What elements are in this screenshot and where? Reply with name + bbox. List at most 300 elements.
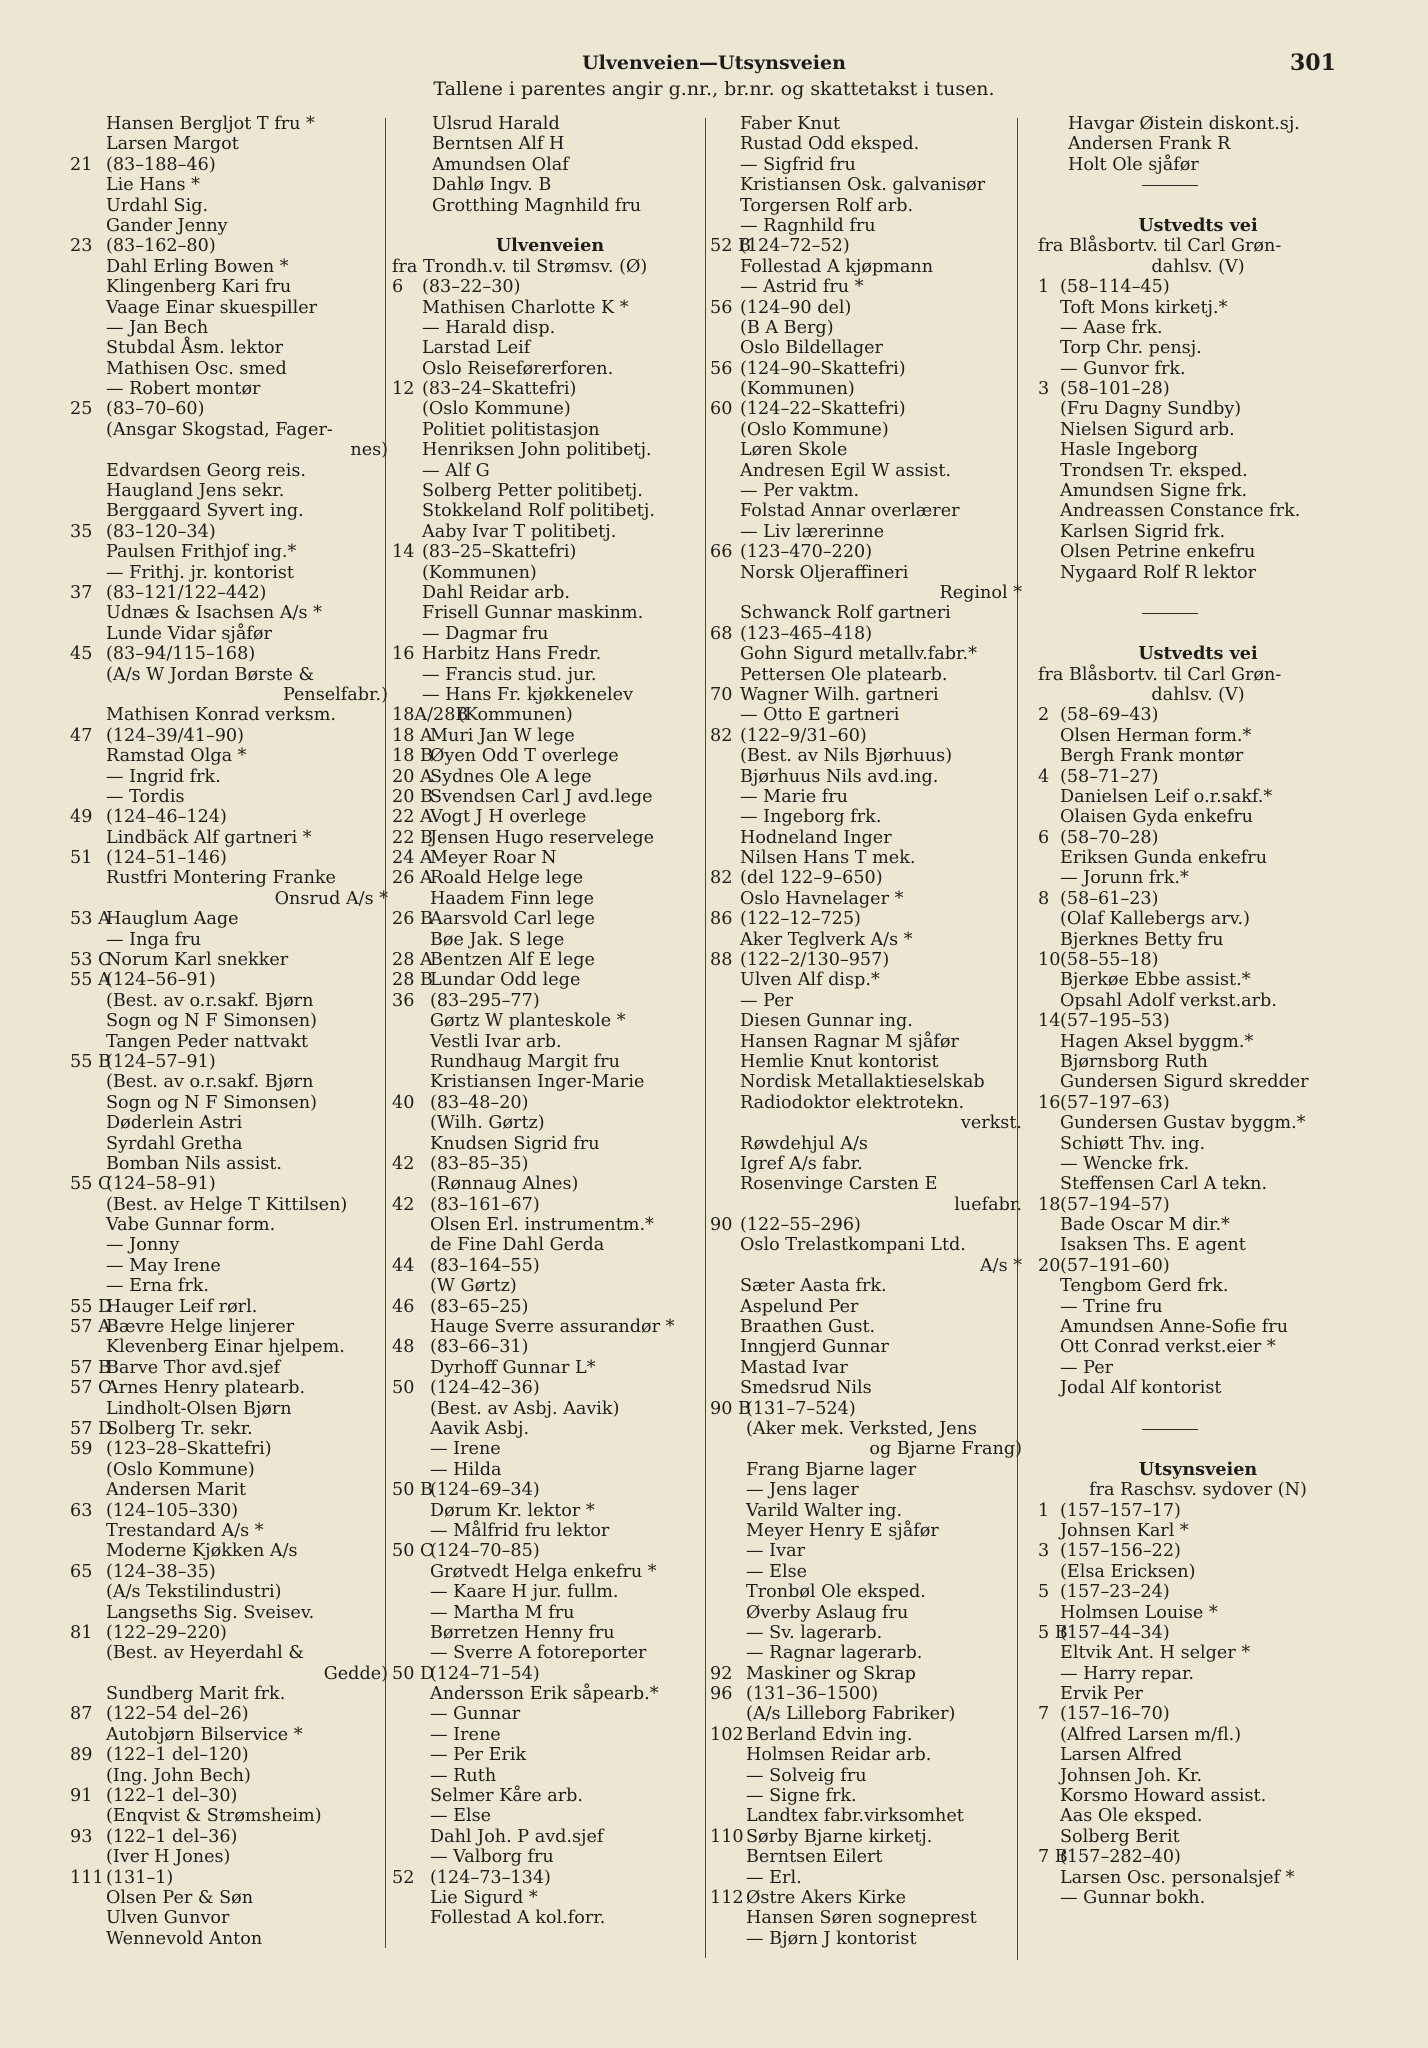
directory-line xyxy=(1038,542,1358,562)
directory-line xyxy=(392,1704,708,1724)
directory-line xyxy=(710,1603,1022,1623)
directory-line xyxy=(392,277,708,297)
house-number: 56 xyxy=(710,358,733,379)
house-number: 3 xyxy=(1038,379,1050,400)
resident-entry: — Marie fru xyxy=(740,786,848,807)
resident-entry: Meyer Henry E sjåfør xyxy=(746,1520,939,1541)
resident-entry: — Per vaktm. xyxy=(740,481,860,502)
directory-line xyxy=(70,481,388,501)
house-number: 5 B xyxy=(1038,1622,1068,1643)
directory-line xyxy=(1038,1317,1358,1337)
directory-line xyxy=(392,828,708,848)
resident-entry: Mastad Ivar xyxy=(740,1357,848,1378)
resident-entry: Syrdahl Gretha xyxy=(106,1133,243,1154)
resident-entry: Vaage Einar skuespiller xyxy=(106,297,318,318)
directory-line xyxy=(392,868,708,888)
directory-line xyxy=(70,1623,388,1643)
resident-entry: Haugland Jens sekr. xyxy=(106,481,285,502)
directory-line xyxy=(710,1704,1022,1724)
directory-line xyxy=(1038,991,1358,1011)
directory-line xyxy=(70,1704,388,1724)
resident-entry: Roald Helge lege xyxy=(430,868,584,889)
resident-entry: (122–29–220) xyxy=(106,1622,227,1643)
directory-line xyxy=(392,726,708,746)
resident-entry: — Hans Fr. kjøkkenelev xyxy=(422,684,634,705)
resident-entry: Nilsen Hans T mek. xyxy=(740,848,916,869)
resident-entry: Paulsen Frithjof ing.* xyxy=(106,542,297,563)
resident-entry: Stubdal Åsm. lektor xyxy=(106,338,284,359)
directory-line xyxy=(392,522,708,542)
directory-line xyxy=(710,1868,1022,1888)
resident-entry: (83–164–55) xyxy=(430,1255,540,1276)
directory-line xyxy=(392,1378,708,1398)
resident-entry: (57–191–60) xyxy=(1060,1255,1170,1276)
house-number: 55 C xyxy=(70,1174,112,1195)
resident-entry: Hansen Ragnar M sjåfør xyxy=(740,1031,959,1052)
directory-line xyxy=(392,787,708,807)
directory-line xyxy=(70,399,388,419)
directory-line xyxy=(710,1541,1022,1561)
directory-line xyxy=(710,1052,1022,1072)
resident-entry: Knudsen Sigrid fru xyxy=(430,1133,600,1154)
resident-entry: Vestli Ivar arb. xyxy=(430,1031,562,1052)
resident-entry: — Alf G xyxy=(422,460,490,481)
resident-entry: — Jorunn frk.* xyxy=(1060,868,1189,889)
resident-entry: Larstad Leif xyxy=(422,338,531,359)
directory-line xyxy=(710,257,1022,277)
resident-entry: (Alfred Larsen m/fl.) xyxy=(1060,1724,1242,1745)
resident-entry: verkst. xyxy=(960,1113,1022,1134)
directory-line xyxy=(392,1358,708,1378)
directory-line xyxy=(392,399,708,419)
house-number: 52 B xyxy=(710,236,751,257)
directory-line xyxy=(710,1827,1022,1847)
resident-entry: Ulsrud Harald xyxy=(432,114,560,134)
resident-entry: (83–161–67) xyxy=(430,1194,540,1215)
directory-line xyxy=(1038,1562,1358,1582)
house-number: 89 xyxy=(70,1745,93,1766)
directory-line xyxy=(392,359,708,379)
resident-entry: Nygaard Rolf R lektor xyxy=(1060,562,1257,583)
resident-entry: (A/s Tekstilindustri) xyxy=(106,1582,282,1603)
house-number: 26 B xyxy=(392,909,433,930)
resident-entry: Bjerkøe Ebbe assist.* xyxy=(1060,970,1251,991)
resident-entry: (122–2/130–957) xyxy=(740,950,890,971)
resident-entry: — Signe frk. xyxy=(746,1786,857,1807)
house-number: 20 A xyxy=(392,766,433,787)
house-number: 50 xyxy=(392,1378,415,1399)
directory-line xyxy=(1038,338,1358,358)
directory-line xyxy=(710,1154,1022,1174)
directory-line xyxy=(392,603,708,623)
resident-entry: Langseths Sig. Sveisev. xyxy=(106,1602,315,1623)
directory-line xyxy=(1038,665,1358,685)
resident-entry: Røwdehjul A/s xyxy=(740,1133,868,1154)
resident-entry: (124–71–54) xyxy=(430,1663,540,1684)
resident-entry: Tronbøl Ole eksped. xyxy=(746,1582,926,1603)
resident-entry: Dahl Joh. P avd.sjef xyxy=(430,1826,604,1847)
resident-entry: (157–157–17) xyxy=(1060,1500,1181,1521)
directory-line xyxy=(70,1011,388,1031)
directory-line xyxy=(1038,767,1358,787)
resident-entry: — Trine fru xyxy=(1060,1296,1163,1317)
resident-entry: (122–12–725) xyxy=(740,909,861,930)
directory-line xyxy=(710,909,1022,929)
resident-entry: Amundsen Olaf xyxy=(432,154,569,175)
directory-line xyxy=(392,705,708,725)
resident-entry: (157–23–24) xyxy=(1060,1582,1170,1603)
directory-line xyxy=(392,1562,708,1582)
resident-entry: Bade Oscar M dir.* xyxy=(1060,1215,1230,1236)
directory-line xyxy=(70,1786,388,1806)
resident-entry: Stokkeland Rolf politibetj. xyxy=(422,501,655,522)
directory-line xyxy=(1038,807,1358,827)
resident-entry: Sæter Aasta frk. xyxy=(740,1276,887,1297)
directory-line xyxy=(1038,298,1358,318)
directory-line xyxy=(1038,1684,1358,1704)
resident-entry: Faber Knut xyxy=(740,114,841,134)
resident-entry: (124–42–36) xyxy=(430,1378,540,1399)
directory-line xyxy=(710,399,1022,419)
resident-entry: — Bjørn J kontorist xyxy=(746,1928,917,1949)
house-number: 111 xyxy=(70,1867,104,1888)
house-number: 55 D xyxy=(70,1296,113,1317)
resident-entry: Wennevold Anton xyxy=(106,1928,263,1949)
house-number: 1 xyxy=(1038,1500,1050,1521)
resident-entry: Amundsen Signe frk. xyxy=(1060,481,1248,502)
resident-entry: Harbitz Hans Fredr. xyxy=(422,644,602,665)
directory-line xyxy=(1038,1888,1358,1908)
directory-line xyxy=(392,114,708,134)
directory-line xyxy=(70,848,388,868)
resident-entry: — Dagmar fru xyxy=(422,623,549,644)
directory-line xyxy=(1038,1745,1358,1765)
directory-line xyxy=(70,1460,388,1480)
directory-line xyxy=(392,1664,708,1684)
resident-entry: Trondsen Tr. eksped. xyxy=(1060,460,1248,481)
directory-line xyxy=(392,563,708,583)
resident-entry: Hansen Søren sogneprest xyxy=(746,1908,977,1929)
directory-line xyxy=(70,1399,388,1419)
resident-entry: (124–58–91) xyxy=(106,1174,216,1195)
directory-line xyxy=(710,1664,1022,1684)
house-number: 65 xyxy=(70,1561,93,1582)
directory-line xyxy=(1038,746,1358,766)
resident-entry: (157–44–34) xyxy=(1060,1622,1170,1643)
resident-entry: (58–69–43) xyxy=(1060,705,1159,726)
street-range-text: dahlsv. (V) xyxy=(1151,256,1245,277)
directory-line xyxy=(710,236,1022,256)
directory-line xyxy=(1038,1113,1358,1133)
directory-line xyxy=(70,1664,388,1684)
directory-line xyxy=(392,1541,708,1561)
resident-entry: Edvardsen Georg reis. xyxy=(106,460,306,481)
house-number: 10 xyxy=(1038,950,1061,971)
resident-entry: Døderlein Astri xyxy=(106,1113,243,1134)
directory-line xyxy=(1038,522,1358,542)
directory-line xyxy=(710,665,1022,685)
resident-entry: Børretzen Henny fru xyxy=(430,1622,615,1643)
directory-line xyxy=(70,1684,388,1704)
directory-line xyxy=(392,318,708,338)
resident-entry: (122–1 del–36) xyxy=(106,1826,238,1847)
directory-line xyxy=(392,1725,708,1745)
house-number: 56 xyxy=(710,297,733,318)
directory-line xyxy=(1038,1276,1358,1296)
directory-line xyxy=(70,868,388,888)
directory-line xyxy=(392,1032,708,1052)
house-number: 40 xyxy=(392,1092,415,1113)
house-number: 50 B xyxy=(392,1480,433,1501)
directory-line xyxy=(710,1501,1022,1521)
resident-entry: — Ruth xyxy=(430,1765,497,1786)
resident-entry: (B A Berg) xyxy=(740,317,834,338)
resident-entry: Larsen Osc. personalsjef * xyxy=(1060,1867,1295,1888)
resident-entry: Hemlie Knut kontorist xyxy=(740,1051,939,1072)
directory-line xyxy=(70,665,388,685)
house-number: 49 xyxy=(70,807,93,828)
house-number: 57 A xyxy=(70,1317,111,1338)
resident-entry: Mathisen Charlotte K * xyxy=(422,297,629,318)
house-number: 90 B xyxy=(710,1398,751,1419)
directory-line xyxy=(710,359,1022,379)
directory-line xyxy=(710,1256,1022,1276)
resident-entry: Isaksen Ths. E agent xyxy=(1060,1235,1246,1256)
resident-entry: (122–55–296) xyxy=(740,1215,861,1236)
directory-line xyxy=(710,1317,1022,1337)
directory-line xyxy=(392,1806,708,1826)
directory-line xyxy=(1038,1093,1358,1113)
house-number: 6 xyxy=(1038,827,1050,848)
directory-line xyxy=(392,1684,708,1704)
directory-line xyxy=(392,1297,708,1317)
directory-line xyxy=(1038,359,1358,379)
directory-line xyxy=(710,1093,1022,1113)
resident-entry: Aaby Ivar T politibetj. xyxy=(422,521,617,542)
resident-entry: (83–22–30) xyxy=(422,277,521,298)
resident-entry: Olsen Herman form.* xyxy=(1060,725,1252,746)
house-number: 63 xyxy=(70,1500,93,1521)
directory-line xyxy=(392,1419,708,1439)
resident-entry: Karlsen Sigrid frk. xyxy=(1060,521,1226,542)
resident-entry: Larsen Margot xyxy=(106,134,239,155)
directory-line xyxy=(392,1337,708,1357)
house-number: 92 xyxy=(710,1663,733,1684)
house-number: 45 xyxy=(70,644,93,665)
resident-entry: (157–16–70) xyxy=(1060,1704,1170,1725)
resident-entry: Andersson Erik såpearb.* xyxy=(430,1684,659,1705)
directory-line xyxy=(392,1521,708,1541)
street-heading xyxy=(1038,1460,1358,1480)
house-number: 4 xyxy=(1038,766,1050,787)
resident-entry: (83–66–31) xyxy=(430,1337,529,1358)
resident-entry: Lindbäck Alf gartneri * xyxy=(106,827,312,848)
resident-entry: (Aker mek. Verksted, Jens xyxy=(746,1419,977,1439)
directory-line xyxy=(70,440,388,460)
directory-line xyxy=(710,501,1022,521)
resident-entry: — Gunvor frk. xyxy=(1060,358,1186,379)
resident-entry: Gander Jenny xyxy=(106,215,228,236)
resident-entry: — Jens lager xyxy=(746,1480,859,1501)
directory-line xyxy=(710,379,1022,399)
directory-line xyxy=(1038,1154,1358,1174)
resident-entry: Holmsen Reidar arb. xyxy=(746,1745,932,1766)
resident-entry: — Ingrid frk. xyxy=(106,766,221,787)
resident-entry: (157–282–40) xyxy=(1060,1847,1181,1868)
resident-entry: Eriksen Gunda enkefru xyxy=(1060,848,1268,869)
street-heading xyxy=(1038,216,1358,236)
directory-line xyxy=(70,155,388,175)
resident-entry: Bentzen Alf E lege xyxy=(430,950,595,971)
directory-line xyxy=(392,175,708,195)
directory-line xyxy=(710,1908,1022,1928)
directory-line xyxy=(392,1072,708,1092)
resident-entry: (Best. av o.r.sakf. Bjørn xyxy=(106,1072,314,1093)
directory-line xyxy=(1038,1134,1358,1154)
directory-line xyxy=(710,277,1022,297)
directory-line xyxy=(710,1643,1022,1663)
house-number: 59 xyxy=(70,1439,93,1460)
resident-entry: Solberg Berit xyxy=(1060,1826,1180,1847)
directory-line xyxy=(392,298,708,318)
spacer xyxy=(1038,196,1358,216)
house-number: 55 B xyxy=(70,1051,111,1072)
resident-entry: Radiodoktor elektrotekn. xyxy=(740,1092,965,1113)
house-number: 53 C xyxy=(70,950,112,971)
resident-entry: Steffensen Carl A tekn. xyxy=(1060,1174,1268,1195)
house-number: 102 xyxy=(710,1724,744,1745)
directory-line xyxy=(710,1195,1022,1215)
resident-entry: Oslo Trelastkompani Ltd. xyxy=(740,1235,966,1256)
directory-line xyxy=(392,1888,708,1908)
resident-entry: Inngjerd Gunnar xyxy=(740,1337,889,1358)
resident-entry: Gedde) xyxy=(323,1663,388,1684)
resident-entry: Danielsen Leif o.r.sakf.* xyxy=(1060,786,1273,807)
directory-line xyxy=(710,1460,1022,1480)
resident-entry: — Gunnar xyxy=(430,1704,521,1725)
resident-entry: Oslo Bildellager xyxy=(740,338,883,359)
directory-line xyxy=(710,950,1022,970)
resident-entry: — Valborg fru xyxy=(430,1847,554,1868)
resident-entry: Udnæs & Isachsen A/s * xyxy=(106,603,322,624)
directory-line xyxy=(70,277,388,297)
directory-line xyxy=(1038,705,1358,725)
directory-line xyxy=(710,216,1022,236)
directory-line xyxy=(1038,1052,1358,1072)
resident-entry: — Else xyxy=(430,1806,492,1827)
directory-line xyxy=(1038,1072,1358,1092)
directory-line xyxy=(1038,1337,1358,1357)
house-number: 18A/28B xyxy=(392,705,469,726)
resident-entry: Dahl Reidar arb. xyxy=(422,582,570,603)
directory-line xyxy=(392,1745,708,1765)
directory-line xyxy=(392,155,708,175)
directory-line xyxy=(70,1113,388,1133)
resident-entry: (124–57–91) xyxy=(106,1051,216,1072)
house-number: 24 A xyxy=(392,848,433,869)
resident-entry: Moderne Kjøkken A/s xyxy=(106,1541,298,1562)
directory-line xyxy=(1038,889,1358,909)
resident-entry: Diesen Gunnar ing. xyxy=(740,1011,913,1032)
resident-entry: — Ivar xyxy=(746,1541,805,1562)
resident-entry: (124–46–124) xyxy=(106,807,227,828)
resident-entry: og Bjarne Frang) xyxy=(869,1439,1022,1460)
resident-entry: Schwanck Rolf gartneri xyxy=(740,603,951,624)
directory-line xyxy=(1038,1521,1358,1541)
resident-entry: (Best. av Nils Bjørhuus) xyxy=(740,746,953,767)
directory-line xyxy=(392,665,708,685)
house-number: 87 xyxy=(70,1704,93,1725)
directory-line xyxy=(710,1786,1022,1806)
resident-entry: Øverby Aslaug fru xyxy=(746,1602,909,1623)
resident-entry: (83–65–25) xyxy=(430,1296,529,1317)
directory-line xyxy=(1038,1358,1358,1378)
resident-entry: — Ingeborg frk. xyxy=(740,807,882,828)
directory-line xyxy=(392,644,708,664)
house-number: 5 xyxy=(1038,1582,1050,1603)
resident-entry: Olsen Petrine enkefru xyxy=(1060,542,1256,563)
resident-entry: Barve Thor avd.sjef xyxy=(106,1357,281,1378)
resident-entry: (W Gørtz) xyxy=(430,1276,517,1297)
resident-entry: Andresen Egil W assist. xyxy=(740,460,951,481)
directory-line xyxy=(1038,1195,1358,1215)
directory-line xyxy=(392,909,708,929)
directory-line xyxy=(392,950,708,970)
directory-line xyxy=(710,746,1022,766)
resident-entry: Mathisen Konrad verksm. xyxy=(106,705,336,726)
directory-line xyxy=(70,1439,388,1459)
directory-column-1 xyxy=(70,114,388,1949)
house-number: 14 xyxy=(1038,1011,1061,1032)
resident-entry: Rustfri Montering Franke xyxy=(106,868,336,889)
spacer xyxy=(1038,1439,1358,1459)
directory-line xyxy=(70,726,388,746)
street-name: Ustvedts vei xyxy=(1138,214,1258,236)
directory-line xyxy=(70,1093,388,1113)
spacer xyxy=(1038,583,1358,603)
directory-line xyxy=(710,420,1022,440)
directory-line xyxy=(392,1786,708,1806)
house-number: 18 A xyxy=(392,725,433,746)
directory-line xyxy=(1038,1297,1358,1317)
directory-line xyxy=(710,685,1022,705)
resident-entry: Rustad Odd eksped. xyxy=(740,134,920,155)
house-number: 93 xyxy=(70,1826,93,1847)
house-number: 44 xyxy=(392,1255,415,1276)
resident-entry: — Erl. xyxy=(746,1867,802,1888)
house-number: 50 C xyxy=(392,1541,434,1562)
resident-entry: fra Blåsbortv. til Carl Grøn- xyxy=(1038,664,1282,685)
resident-entry: — Sv. lagerarb. xyxy=(746,1622,883,1643)
house-number: 28 B xyxy=(392,970,433,991)
resident-entry: (Ing. John Bech) xyxy=(106,1765,251,1786)
resident-entry: Johnsen Joh. Kr. xyxy=(1060,1765,1203,1786)
directory-line xyxy=(392,1174,708,1194)
directory-line xyxy=(70,930,388,950)
resident-entry: (Olaf Kallebergs arv.) xyxy=(1060,909,1250,930)
house-number: 53 A xyxy=(70,909,111,930)
directory-line xyxy=(710,1174,1022,1194)
house-number: 42 xyxy=(392,1194,415,1215)
resident-entry: Mathisen Osc. smed xyxy=(106,358,287,379)
directory-line xyxy=(70,624,388,644)
resident-entry: (Best. av Heyerdahl & xyxy=(106,1643,304,1664)
street-name: Utsynsveien xyxy=(1138,1458,1258,1480)
directory-line xyxy=(392,1827,708,1847)
resident-entry: — Aase frk. xyxy=(1060,317,1163,338)
resident-entry: (58–55–18) xyxy=(1060,950,1159,971)
resident-entry: (Iver H Jones) xyxy=(106,1847,231,1868)
